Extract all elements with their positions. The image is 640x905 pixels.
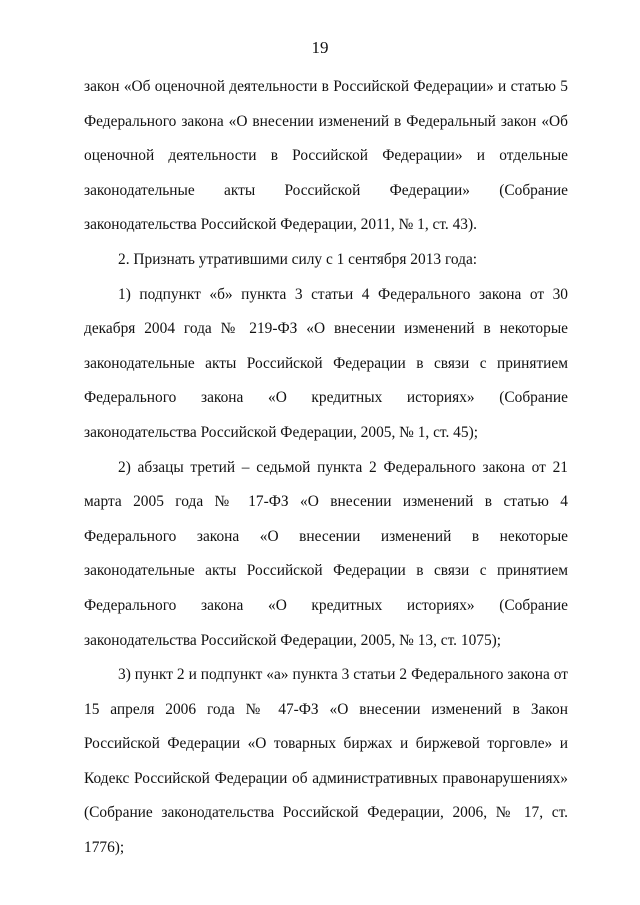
paragraph-continuation: закон «Об оценочной деятельности в Российской Федерации» и статью 5 Федерального закона «О внесении изменений в Федеральный закон «Об оценочной деятельности в Российской Федерации» и отдельные законодательные акты Российской Федерации» (Собрание законодательства Российской Федерации, 2011, № 1, ст. 43). (84, 78, 568, 234)
paragraph-subitem-2: 2) абзацы третий – седьмой пункта 2 Федерального закона от 21 марта 2005 года № 17-ФЗ «О внесении изменений в статью 4 Федерального закона «О внесении изменений в некоторые законодательные акты Российской Федерации в связи с принятием Федерального закона «О кредитных историях» (Собрание законодательства Российской Федерации, 2005, № 13, ст. 1075); (84, 458, 568, 649)
paragraph-item-2: 2. Признать утратившими силу с 1 сентября 2013 года: (118, 250, 478, 268)
paragraph-subitem-1: 1) подпункт «б» пункта 3 статьи 4 Федерального закона от 30 декабря 2004 года № 219-ФЗ «О внесении изменений в некоторые законодательные акты Российской Федерации в связи с принятием Федерального закона «О кредитных историях» (Собрание законодательства Российской Федерации, 2005, № 1, ст. 45); (84, 285, 568, 441)
page-number: 19 (311, 38, 329, 57)
paragraph-subitem-3: 3) пункт 2 и подпункт «а» пункта 3 статьи 2 Федерального закона от 15 апреля 2006 года № 47-ФЗ «О внесении изменений в Закон Российской Федерации «О товарных биржах и биржевой торговле» и Кодекс Российской Федерации об административных правонарушениях» (Собрание законодательства Российской Федерации, 2006, № 17, ст. 1776); (84, 666, 568, 857)
document-body (84, 70, 568, 866)
